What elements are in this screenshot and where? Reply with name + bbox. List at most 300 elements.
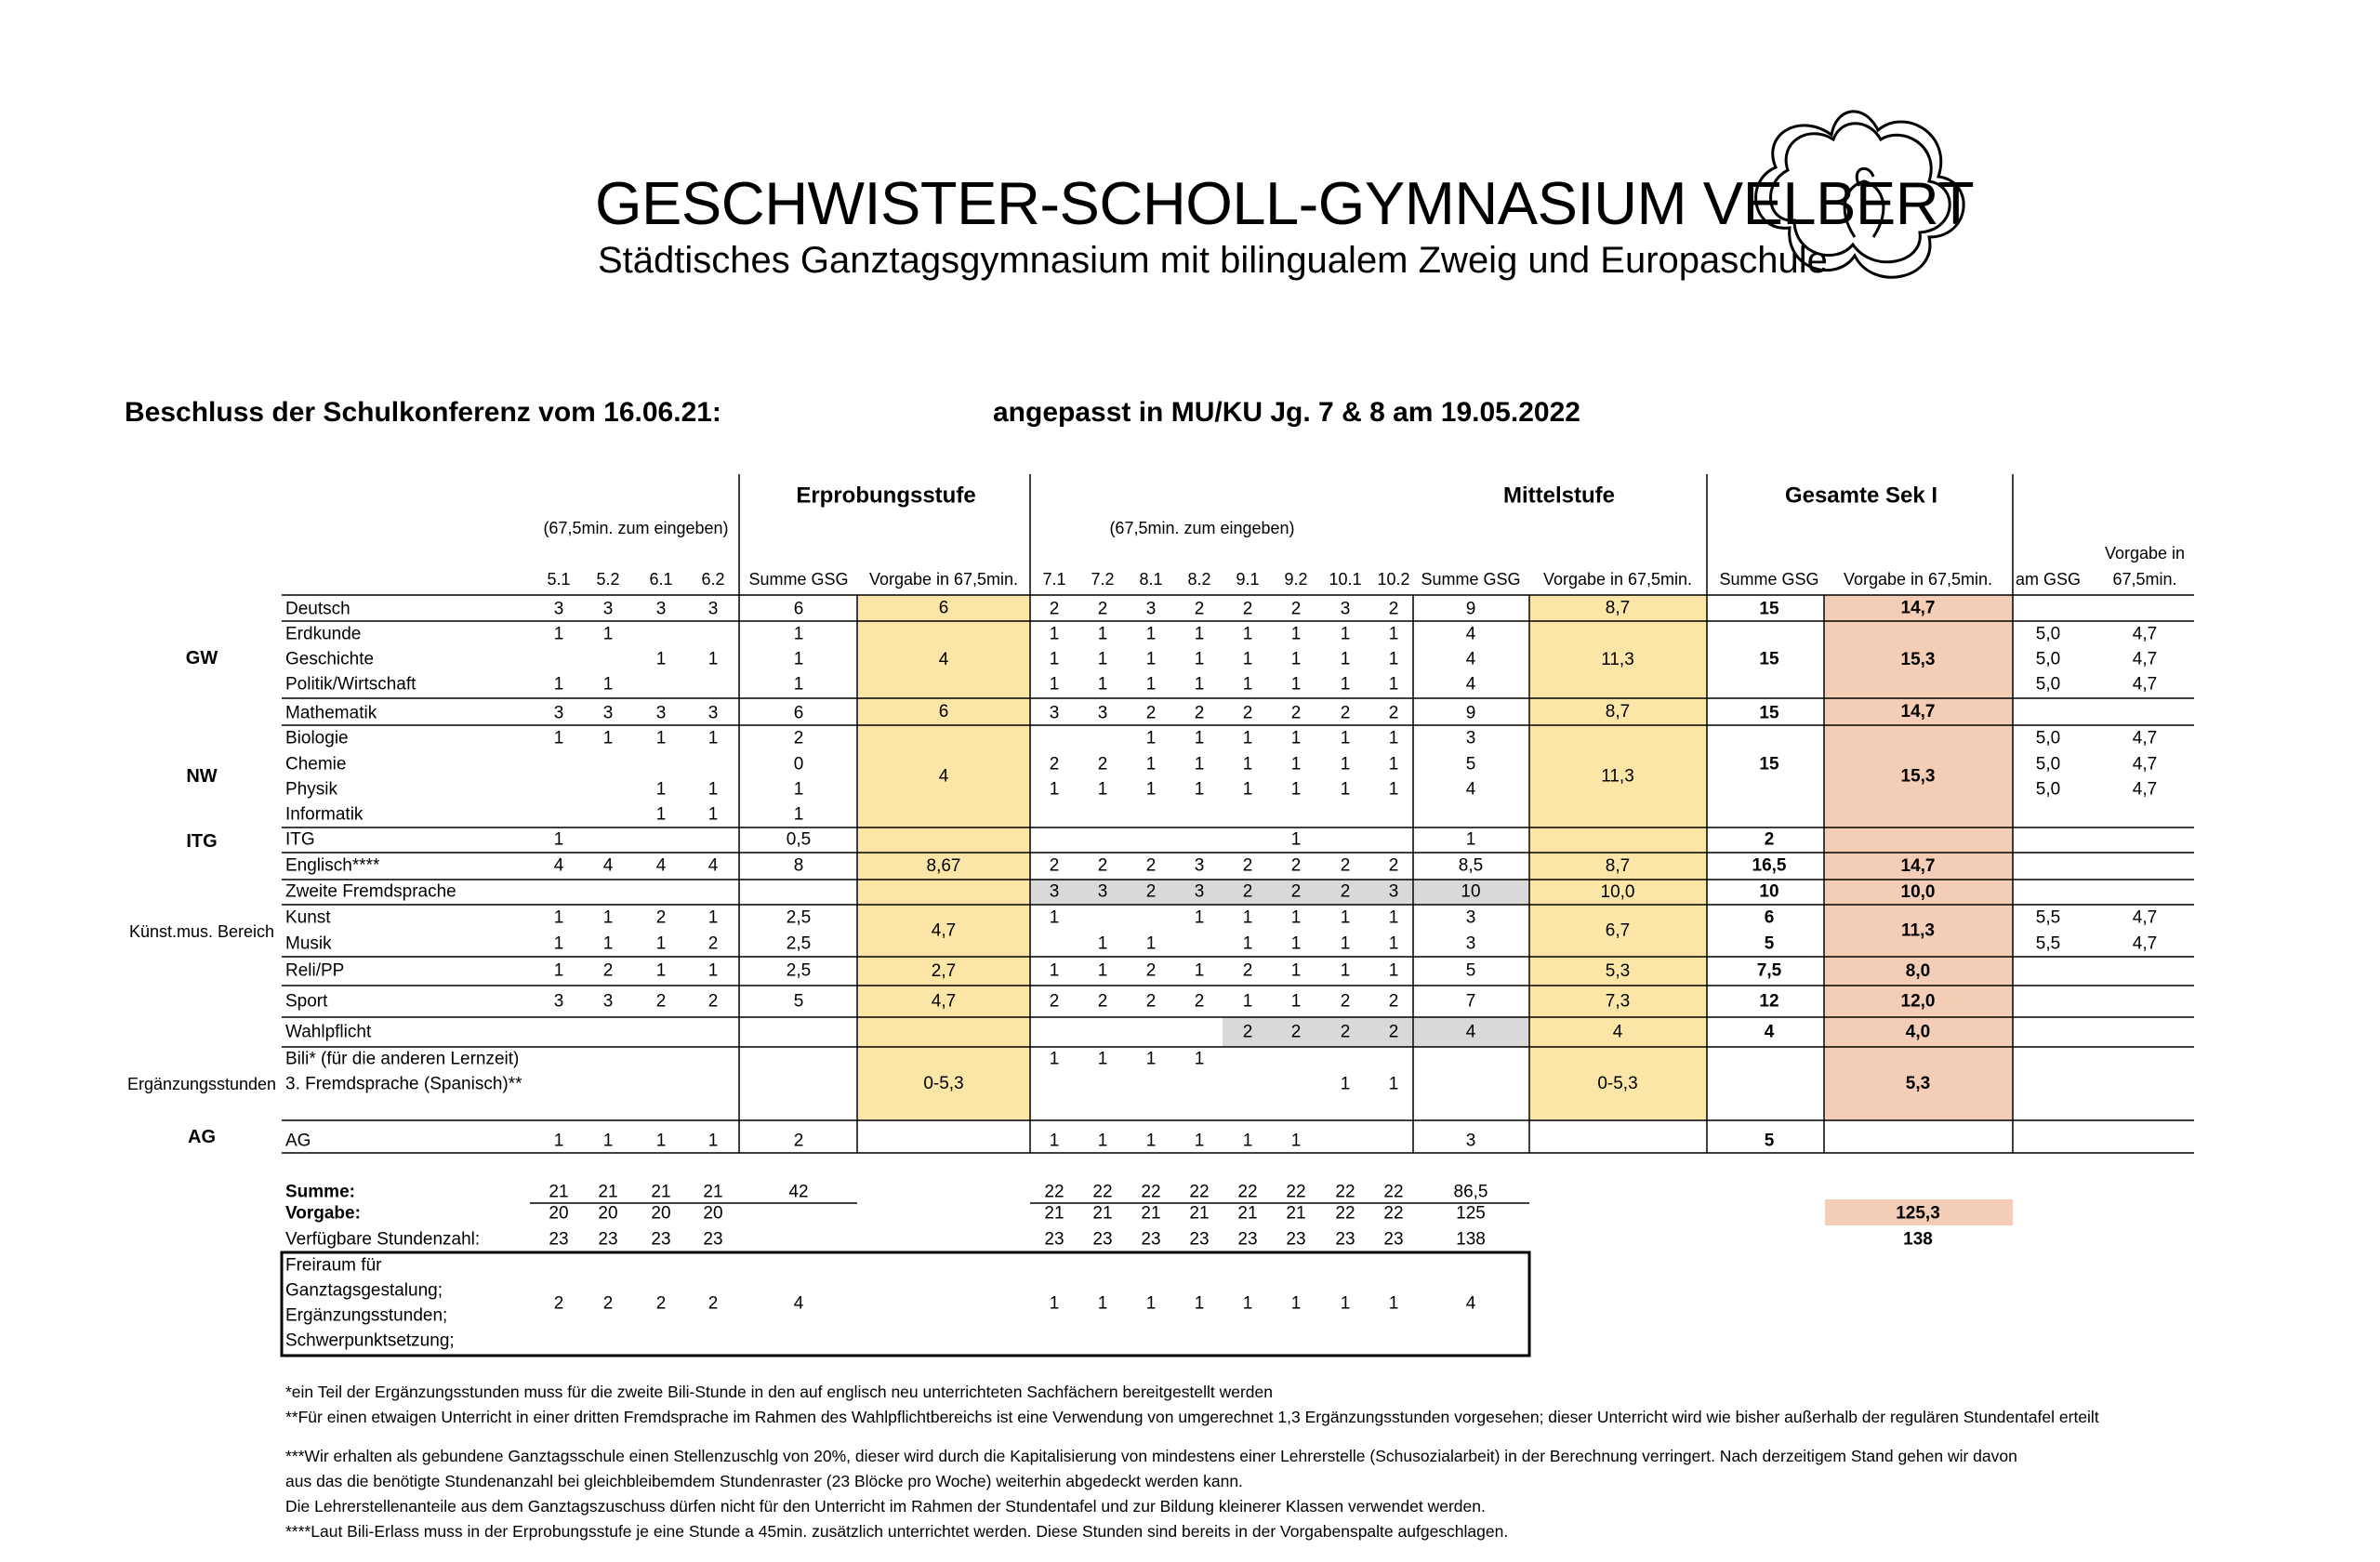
group-label: GW	[185, 648, 218, 668]
hours-cell: 2	[707, 933, 719, 954]
freiraum-cell: 2	[655, 1293, 667, 1314]
summary-cell: 22	[1383, 1203, 1404, 1224]
hours-cell: 2	[1290, 881, 1302, 902]
hours-cell: 1	[1290, 960, 1302, 981]
group-label: AG	[188, 1127, 216, 1147]
hours-cell: 2	[1388, 703, 1399, 723]
hours-cell: 1	[1145, 624, 1157, 644]
summary-cell: 23	[651, 1229, 671, 1250]
hours-cell: 1	[1049, 674, 1060, 695]
subject-name: Bili* (für die anderen Lernzeit)	[285, 1049, 520, 1069]
hours-cell: 1	[553, 829, 564, 850]
hours-cell: 2	[1388, 855, 1399, 876]
hours-cell: 1	[1340, 1074, 1351, 1094]
hours-cell: 3	[1097, 703, 1108, 723]
hours-cell: 3	[1097, 881, 1108, 902]
total-cell: 15	[1759, 599, 1779, 619]
hours-cell: 1	[1097, 779, 1108, 800]
summe-cell: 9	[1465, 599, 1476, 619]
hours-cell: 2	[1340, 703, 1351, 723]
hours-cell: 2	[1242, 960, 1253, 981]
summary-cell: 23	[1141, 1229, 1161, 1250]
hours-cell: 1	[1290, 829, 1302, 850]
hours-cell: 1	[707, 728, 719, 748]
subject-name: 3. Fremdsprache (Spanisch)**	[285, 1074, 522, 1094]
hours-cell: 3	[553, 599, 564, 619]
col-am-gsg: am GSG	[2015, 570, 2082, 589]
hours-cell: 1	[553, 624, 564, 644]
hours-cell: 2	[707, 991, 719, 1012]
hours-cell: 4	[602, 855, 614, 876]
hours-cell: 1	[1340, 728, 1351, 748]
summe-cell: 8	[793, 855, 804, 876]
hours-cell: 1	[1049, 907, 1060, 928]
freiraum-cell: 2	[553, 1293, 564, 1314]
am-gsg-cell: 5,5	[2035, 933, 2061, 954]
col-summe-gsg: Summe GSG	[748, 570, 849, 589]
hours-cell: 2	[1290, 599, 1302, 619]
summary-cell: 20	[651, 1203, 671, 1224]
hours-cell: 2	[1194, 703, 1205, 723]
footnote: ****Laut Bili-Erlass muss in der Erprobungsstufe je eine Stunde a 45min. zusätzlich unterrichtet werden. Diese Stunden sind bereits in der Vorgabenspalte aufgeschlagen.	[285, 1522, 1509, 1541]
total-cell: 10	[1759, 881, 1779, 902]
hours-cell: 3	[602, 991, 614, 1012]
hours-cell: 1	[1194, 907, 1205, 928]
summe-cell: 3	[1465, 933, 1476, 954]
hours-cell: 1	[1242, 933, 1253, 954]
school-subtitle: Städtisches Ganztagsgymnasium mit bilingualem Zweig und Europaschule	[598, 240, 1828, 281]
group-label: NW	[186, 766, 218, 787]
subject-name: Musik	[285, 933, 332, 954]
summe-cell: 3	[1465, 907, 1476, 928]
vorgabe-total-cell: 14,7	[1900, 702, 1936, 721]
hours-cell: 2	[1049, 599, 1060, 619]
hours-cell: 4	[553, 855, 564, 876]
hours-cell: 1	[553, 907, 564, 928]
vorgabe-total-cell: 8,0	[1905, 961, 1931, 981]
hours-cell: 1	[1194, 960, 1205, 981]
vorgabe-min-cell: 4,7	[2132, 649, 2158, 669]
total-cell: 7,5	[1756, 960, 1782, 981]
hours-cell: 2	[602, 960, 614, 981]
hours-cell: 1	[1097, 624, 1108, 644]
hours-cell: 1	[707, 960, 719, 981]
hours-cell: 1	[1145, 728, 1157, 748]
freiraum-cell: 4	[793, 1293, 804, 1314]
hours-cell: 2	[1097, 754, 1108, 774]
summary-cell: 22	[1286, 1182, 1306, 1202]
vorgabe-total-cell: 10,0	[1900, 882, 1936, 902]
summe-cell: 0,5	[786, 829, 812, 850]
hours-cell: 2	[1340, 1022, 1351, 1042]
freiraum-cell: 1	[1145, 1293, 1157, 1314]
hours-cell: 1	[1290, 674, 1302, 695]
hours-cell: 1	[1145, 754, 1157, 774]
hours-cell: 1	[1049, 624, 1060, 644]
col-vorgabe-in: Vorgabe in	[2104, 544, 2186, 563]
summe-cell: 5	[1465, 960, 1476, 981]
summe-cell: 2,5	[786, 960, 812, 981]
hours-cell: 3	[1388, 881, 1399, 902]
hours-cell: 3	[553, 991, 564, 1012]
col-summe-gsg: Summe GSG	[1719, 570, 1819, 589]
footnote: aus das die benötigte Stundenanzahl bei gleichbleibemdem Stundenraster (23 Blöcke pro Woche) weiterhin abgedeckt werden kann.	[285, 1472, 1243, 1490]
freiraum-cell: 1	[1242, 1293, 1253, 1314]
hours-cell: 4	[655, 855, 667, 876]
hours-cell: 1	[655, 960, 667, 981]
hours-cell: 1	[655, 933, 667, 954]
vorgabe-cell: 4	[938, 650, 949, 669]
vorgabe-total-cell: 15,3	[1900, 650, 1936, 669]
vorgabe-cell: 0-5,3	[1597, 1074, 1638, 1093]
am-gsg-cell: 5,0	[2035, 779, 2061, 800]
vorgabe-total-cell: 11,3	[1901, 920, 1935, 941]
hours-cell: 1	[707, 649, 719, 669]
hours-cell: 1	[1194, 728, 1205, 748]
hours-cell: 1	[1194, 1131, 1205, 1151]
hours-cell: 1	[1388, 1074, 1399, 1094]
vorgabe-total-cell: 4,0	[1905, 1022, 1931, 1042]
total-cell: 2	[1764, 829, 1775, 850]
hours-cell: 2	[1242, 1022, 1253, 1042]
hours-cell: 1	[602, 1131, 614, 1151]
hours-cell: 1	[707, 1131, 719, 1151]
hours-cell: 1	[553, 728, 564, 748]
freiraum-label: Schwerpunktsetzung;	[285, 1330, 455, 1351]
hours-cell: 1	[1340, 960, 1351, 981]
hours-cell: 1	[602, 674, 614, 695]
vorgabe-cell: 6,7	[1605, 920, 1631, 941]
summary-cell: 86,5	[1453, 1182, 1488, 1202]
vorgabe-cell: 10,0	[1600, 882, 1635, 902]
resolution-adjusted: angepasst in MU/KU Jg. 7 & 8 am 19.05.2022	[993, 397, 1580, 428]
hours-cell: 1	[553, 1131, 564, 1151]
vorgabe-cell: 8,7	[1605, 702, 1631, 721]
summary-cell: 21	[1141, 1203, 1161, 1224]
hours-cell: 1	[1145, 933, 1157, 954]
hours-cell: 1	[1290, 907, 1302, 928]
subject-name: Chemie	[285, 754, 347, 774]
hours-cell: 1	[1388, 907, 1399, 928]
hours-cell: 1	[1194, 649, 1205, 669]
subject-name: Geschichte	[285, 649, 375, 669]
summary-label: Vorgabe:	[285, 1203, 361, 1224]
col-vorgabe: Vorgabe in 67,5min.	[1542, 570, 1693, 589]
subject-name: Biologie	[285, 728, 349, 748]
summe-cell: 3	[1465, 1131, 1476, 1151]
hours-cell: 2	[1049, 855, 1060, 876]
hours-cell: 1	[1290, 624, 1302, 644]
hours-cell: 1	[1388, 960, 1399, 981]
hours-cell: 1	[1194, 1049, 1205, 1069]
vorgabe-cell: 7,3	[1605, 991, 1631, 1012]
hours-cell: 3	[1145, 599, 1157, 619]
group-label: Künst.mus. Bereich	[128, 922, 275, 941]
hours-cell: 1	[1290, 728, 1302, 748]
hours-cell: 1	[1049, 1049, 1060, 1069]
summary-cell: 22	[1141, 1182, 1161, 1202]
summe-cell: 8,5	[1458, 855, 1484, 876]
hours-cell: 1	[1194, 624, 1205, 644]
vorgabe-cell: 8,7	[1605, 598, 1631, 618]
hours-cell: 1	[1340, 649, 1351, 669]
hours-cell: 3	[602, 703, 614, 723]
hours-cell: 2	[1340, 881, 1351, 902]
hours-cell: 1	[602, 728, 614, 748]
hours-cell: 1	[1388, 754, 1399, 774]
summe-cell: 2	[793, 728, 804, 748]
summary-cell: 42	[788, 1182, 809, 1202]
footnote: Die Lehrerstellenanteile aus dem Ganztagszuschuss dürfen nicht für den Unterricht im Rahmen der Stundentafel und zur Bildung kleinerer Klassen verwendet werden.	[285, 1497, 1486, 1516]
hours-cell: 1	[602, 933, 614, 954]
hours-cell: 2	[1290, 1022, 1302, 1042]
hours-cell: 1	[707, 779, 719, 800]
hours-cell: 1	[1097, 960, 1108, 981]
hours-cell: 2	[1097, 855, 1108, 876]
hours-cell: 1	[655, 804, 667, 825]
hours-cell: 1	[1340, 933, 1351, 954]
subject-name: Wahlpflicht	[285, 1022, 372, 1042]
hours-cell: 1	[707, 804, 719, 825]
hours-cell: 2	[1242, 599, 1253, 619]
hours-cell: 1	[1242, 649, 1253, 669]
hours-cell: 1	[655, 779, 667, 800]
summary-cell: 125,3	[1896, 1203, 1940, 1224]
hours-cell: 1	[1290, 933, 1302, 954]
hours-cell: 3	[1194, 881, 1205, 902]
am-gsg-cell: 5,0	[2035, 754, 2061, 774]
hours-cell: 1	[1097, 649, 1108, 669]
subject-name: Deutsch	[285, 599, 350, 619]
summary-cell: 22	[1189, 1182, 1210, 1202]
hours-cell: 3	[655, 599, 667, 619]
hours-cell: 1	[1290, 779, 1302, 800]
hours-cell: 1	[1290, 754, 1302, 774]
vorgabe-min-cell: 4,7	[2132, 933, 2158, 954]
subject-name: Reli/PP	[285, 960, 345, 981]
summe-cell: 3	[1465, 728, 1476, 748]
hours-cell: 1	[1049, 1131, 1060, 1151]
hours-cell: 1	[1290, 649, 1302, 669]
vorgabe-fill	[1530, 827, 1707, 853]
summe-cell: 6	[793, 703, 804, 723]
grade-header: 6.2	[701, 570, 725, 589]
summe-cell: 5	[793, 991, 804, 1012]
hours-cell: 3	[1194, 855, 1205, 876]
hours-cell: 1	[1097, 674, 1108, 695]
total-cell: 5	[1764, 933, 1775, 954]
summary-cell: 23	[1189, 1229, 1210, 1250]
hours-cell: 1	[1145, 1131, 1157, 1151]
summary-cell: 22	[1335, 1203, 1355, 1224]
hours-cell: 1	[1242, 674, 1253, 695]
summary-cell: 21	[1286, 1203, 1306, 1224]
resolution-title: Beschluss der Schulkonferenz vom 16.06.21:	[125, 397, 721, 428]
vorgabe-total-cell: 15,3	[1900, 766, 1936, 787]
summary-label: Summe:	[285, 1182, 355, 1202]
hours-cell: 1	[1242, 728, 1253, 748]
summary-cell: 22	[1383, 1182, 1404, 1202]
input-note: (67,5min. zum eingeben)	[1109, 519, 1295, 537]
group-label: Ergänzungsstunden	[126, 1075, 277, 1093]
summe-cell: 2	[793, 1131, 804, 1151]
hours-cell: 1	[1194, 754, 1205, 774]
total-cell: 16,5	[1752, 855, 1787, 876]
am-gsg-cell: 5,0	[2035, 728, 2061, 748]
summary-cell: 22	[1092, 1182, 1113, 1202]
summe-cell: 4	[1465, 1022, 1476, 1042]
vorgabe-min-cell: 4,7	[2132, 779, 2158, 800]
vorgabe-min-cell: 4,7	[2132, 907, 2158, 928]
hours-cell: 2	[1049, 754, 1060, 774]
total-cell: 15	[1759, 754, 1779, 774]
summary-cell: 21	[651, 1182, 671, 1202]
hours-cell: 1	[1388, 624, 1399, 644]
summary-cell: 23	[1092, 1229, 1113, 1250]
hours-cell: 2	[1194, 599, 1205, 619]
hours-cell: 1	[1388, 674, 1399, 695]
grade-header: 10.1	[1329, 570, 1362, 589]
grade-header: 9.1	[1236, 570, 1260, 589]
summary-cell: 138	[1903, 1229, 1933, 1250]
am-gsg-cell: 5,0	[2035, 624, 2061, 644]
hours-cell: 3	[553, 703, 564, 723]
hours-cell: 2	[1340, 991, 1351, 1012]
hours-cell: 1	[1049, 779, 1060, 800]
total-cell: 6	[1764, 907, 1775, 928]
grade-header: 9.2	[1284, 570, 1308, 589]
am-gsg-cell: 5,0	[2035, 649, 2061, 669]
grade-header: 10.2	[1377, 570, 1410, 589]
hours-cell: 1	[1242, 779, 1253, 800]
vorgabe-total-cell: 14,7	[1900, 856, 1936, 876]
summe-cell: 1	[1465, 829, 1476, 850]
hours-cell: 1	[655, 728, 667, 748]
summary-cell: 21	[549, 1182, 569, 1202]
total-cell: 15	[1759, 703, 1779, 723]
section-erprobungsstufe: Erprobungsstufe	[796, 483, 976, 509]
summary-cell: 21	[1092, 1203, 1113, 1224]
hours-cell: 1	[1340, 674, 1351, 695]
summe-cell: 2,5	[786, 907, 812, 928]
vorgabe-total-cell: 14,7	[1900, 598, 1936, 618]
total-cell: 15	[1759, 649, 1779, 669]
summe-cell: 1	[793, 674, 804, 695]
am-gsg-cell: 5,5	[2035, 907, 2061, 928]
hours-cell: 1	[553, 674, 564, 695]
hours-cell: 1	[1242, 991, 1253, 1012]
vorgabe-min-cell: 4,7	[2132, 754, 2158, 774]
vorgabe-cell: 11,3	[1601, 650, 1634, 669]
hours-cell: 3	[1049, 881, 1060, 902]
hours-cell: 1	[1388, 779, 1399, 800]
hours-cell: 1	[1242, 1131, 1253, 1151]
hours-cell: 2	[1145, 991, 1157, 1012]
hours-cell: 2	[1242, 703, 1253, 723]
hours-cell: 1	[1145, 649, 1157, 669]
hours-cell: 1	[1242, 624, 1253, 644]
hours-cell: 1	[553, 960, 564, 981]
vorgabe-cell: 2,7	[931, 961, 957, 981]
hours-cell: 2	[1290, 855, 1302, 876]
hours-cell: 3	[655, 703, 667, 723]
vorgabe-min-cell: 4,7	[2132, 624, 2158, 644]
summary-cell: 21	[703, 1182, 723, 1202]
hours-cell: 1	[1194, 779, 1205, 800]
subject-name: Sport	[285, 991, 328, 1012]
subject-name: Englisch****	[285, 855, 380, 876]
summary-label: Verfügbare Stundenzahl:	[285, 1229, 481, 1250]
total-cell: 5	[1764, 1131, 1775, 1151]
summary-cell: 21	[598, 1182, 618, 1202]
hours-cell: 3	[1340, 599, 1351, 619]
footnote: ***Wir erhalten als gebundene Ganztagsschule einen Stellenzuschlg von 20%, dieser wird durch die Kapitalisierung von mindestens einer Lehrerstelle (Schusozialarbeit) in der Berechnung verringert. Nach derzeitigem Stand gehen wir davon	[285, 1447, 2017, 1465]
subject-name: Informatik	[285, 804, 364, 825]
hours-cell: 2	[1145, 881, 1157, 902]
footnote: **Für einen etwaigen Unterricht in einer dritten Fremdsprache im Rahmen des Wahlpflichtbereichs ist eine Verwendung von umgerechnet 1,3 Ergänzungsstunden vorgesehen; dieser Unterricht wird wie bisher außerhalb der regulären Stundentafel erteilt	[285, 1408, 2099, 1426]
vorgabe-min-cell: 4,7	[2132, 674, 2158, 695]
summe-cell: 1	[793, 804, 804, 825]
hours-cell: 2	[1097, 991, 1108, 1012]
freiraum-cell: 1	[1097, 1293, 1108, 1314]
hours-cell: 1	[655, 1131, 667, 1151]
summary-cell: 23	[1383, 1229, 1404, 1250]
hours-cell: 1	[553, 933, 564, 954]
timetable-grid	[125, 474, 2198, 1446]
summary-cell: 22	[1237, 1182, 1258, 1202]
freiraum-cell: 2	[707, 1293, 719, 1314]
total-cell: 12	[1759, 991, 1779, 1012]
freiraum-cell: 4	[1465, 1293, 1476, 1314]
subject-name: Physik	[285, 779, 337, 800]
hours-cell: 2	[1145, 703, 1157, 723]
grade-header: 6.1	[649, 570, 673, 589]
hours-cell: 2	[655, 907, 667, 928]
vorgabe-cell: 4,7	[931, 920, 957, 941]
summary-cell: 125	[1456, 1203, 1486, 1224]
vorgabe-fill	[858, 1017, 1030, 1047]
summary-cell: 23	[1044, 1229, 1064, 1250]
hours-cell: 3	[1049, 703, 1060, 723]
section-mittelstufe: Mittelstufe	[1503, 483, 1615, 509]
school-name: GESCHWISTER-SCHOLL-GYMNASIUM VELBERT	[595, 169, 1975, 237]
freiraum-cell: 1	[1340, 1293, 1351, 1314]
vorgabe-total-cell: 5,3	[1905, 1074, 1931, 1093]
input-note: (67,5min. zum eingeben)	[543, 519, 729, 537]
summary-cell: 21	[1044, 1203, 1064, 1224]
grade-header: 8.2	[1187, 570, 1211, 589]
hours-cell: 1	[1145, 779, 1157, 800]
summe-cell: 4	[1465, 674, 1476, 695]
hours-cell: 1	[1097, 1049, 1108, 1069]
freiraum-cell: 1	[1290, 1293, 1302, 1314]
summe-cell: 2,5	[786, 933, 812, 954]
hours-cell: 3	[602, 599, 614, 619]
freiraum-cell: 2	[602, 1293, 614, 1314]
vorgabe-min-cell: 4,7	[2132, 728, 2158, 748]
hours-cell: 1	[1388, 649, 1399, 669]
hours-cell: 1	[1194, 674, 1205, 695]
summe-cell: 4	[1465, 779, 1476, 800]
subject-name: Mathematik	[285, 703, 377, 723]
hours-cell: 1	[655, 649, 667, 669]
vorgabe-total-fill	[1825, 827, 2013, 853]
hours-cell: 2	[1242, 881, 1253, 902]
hours-cell: 1	[1242, 907, 1253, 928]
summary-cell: 22	[1335, 1182, 1355, 1202]
grade-header: 7.2	[1091, 570, 1115, 589]
hours-cell: 1	[1097, 1131, 1108, 1151]
